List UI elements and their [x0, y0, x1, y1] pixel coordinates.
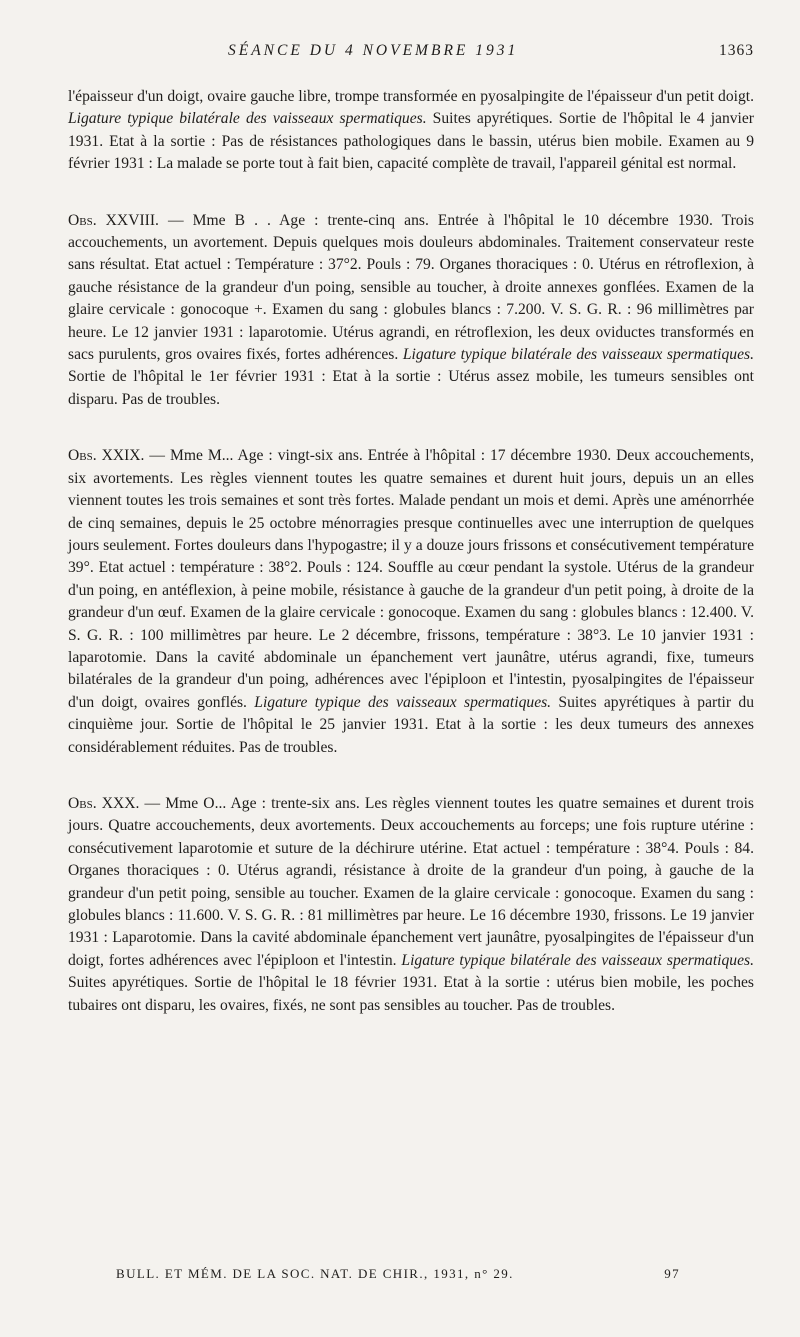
- italic-text-run: Ligature typique bilatérale des vaisseaux spermatiques.: [401, 951, 754, 969]
- text-run: Suites apyrétiques. Sortie de l'hôpital le 4 janvier 1931. Etat à la sortie : Pas de résistances pathologiques dans le bassin, utérus bien mobile. Examen au 9 février 1931 : La malade se porte tout à fait bien, capacité complète de travail, l'appareil génital est normal.: [68, 110, 754, 173]
- sheet-number: 97: [664, 1266, 680, 1281]
- running-title: SÉANCE DU 4 NOVEMBRE 1931: [228, 42, 519, 59]
- observation-label: Obs. XXX.: [68, 794, 140, 812]
- observation-30: [68, 793, 754, 1017]
- text-run: l'épaisseur d'un doigt, ovaire gauche libre, trompe transformée en pyosalpingite de l'épaisseur d'un petit doigt.: [68, 88, 754, 105]
- text-run: — Mme B . . Age : trente-cinq ans. Entrée à l'hôpital le 10 décembre 1930. Trois accouchements, un avortement. Depuis quelques mois douleurs abdominales. Traitement conservateur reste sans résultat. Etat actuel : Température : 37°2. Pouls : 79. Organes thoraciques : 0. Utérus en rétroflexion, à gauche résistance de la grandeur d'un poing, sensible au toucher, à droite annexes gonflées. Examen de la glaire cervicale : gonocoque +. Examen du sang : globules blancs : 7.200. V. S. G. R. : 96 millimètres par heure. Le 12 janvier 1931 : laparotomie. Utérus agrandi, en rétroflexion, les deux oviductes transformés en sacs purulents, gros ovaires fixés, fortes adhérences.: [68, 211, 754, 364]
- continued-paragraph: [68, 86, 754, 176]
- italic-text-run: Ligature typique bilatérale des vaisseaux spermatiques.: [402, 346, 754, 364]
- italic-text-run: Ligature typique bilatérale des vaisseaux spermatiques.: [68, 110, 427, 128]
- italic-text-run: Ligature typique des vaisseaux spermatiques.: [254, 693, 552, 711]
- observation-label: Obs. XXVIII.: [68, 211, 159, 229]
- text-run: Sortie de l'hôpital le 1er février 1931 : Etat à la sortie : Utérus assez mobile, les tumeurs sensibles ont disparu. Pas de troubles.: [68, 368, 754, 408]
- journal-citation: BULL. ET MÉM. DE LA SOC. NAT. DE CHIR., 1931, n° 29.: [116, 1266, 514, 1281]
- text-run: — Mme O... Age : trente-six ans. Les règles viennent toutes les quatre semaines et durent trois jours. Quatre accouchements, deux avortements. Deux accouchements au forceps; une fois rupture utérine : consécutivement laparotomie et suture de la déchirure utérine. Etat actuel : température : 38°4. Pouls : 84. Organes thoraciques : 0. Utérus agrandi, résistance à droite de la grandeur d'un poing, à gauche de la grandeur d'un petit poing, sensible au toucher. Examen de la glaire cervicale : gonocoque. Examen du sang : globules blancs : 11.600. V. S. G. R. : 81 millimètres par heure. Le 16 décembre 1930, frissons. Le 19 janvier 1931 : Laparotomie. Dans la cavité abdominale épanchement vert jaunâtre, pyosalpingites de l'épaisseur d'un doigt, fortes adhérences avec l'épiploon et l'intestin.: [68, 794, 754, 969]
- page-number: 1363: [719, 42, 754, 59]
- observation-28: [68, 210, 754, 412]
- text-run: — Mme M... Age : vingt-six ans. Entrée à l'hôpital : 17 décembre 1930. Deux accouchements, six avortements. Les règles viennent toutes les quatre semaines et durent huit jours, depuis un an elles viennent toutes les trois semaines et sont très fortes. Malade pendant un mois et demi. Après une aménorrhée de cinq semaines, depuis le 25 octobre ménorragies presque continuelles avec une interruption de quelques jours seulement. Fortes douleurs dans l'hypogastre; il y a douze jours frissons et consécutivement température 39°. Etat actuel : température : 38°2. Pouls : 124. Souffle au cœur pendant la systole. Utérus de la grandeur d'un poing, en antéflexion, à peine mobile, résistance à gauche de la grandeur d'un petit poing, à droite de la grandeur d'un œuf. Examen de la glaire cervicale : gonocoque. Examen du sang : globules blancs : 12.400. V. S. G. R. : 100 millimètres par heure. Le 2 décembre, frissons, température : 38°3. Le 10 janvier 1931 : laparotomie. Dans la cavité abdominale un épanchement vert jaunâtre, utérus agrandi, fixe, tumeurs bilatérales de la grandeur d'un poing, adhérences avec l'épiploon et l'intestin, pyosalpingites de l'épaisseur d'un doigt, ovaires gonflés.: [68, 447, 755, 711]
- observation-label: Obs. XXIX.: [68, 447, 145, 465]
- text-run: Suites apyrétiques. Sortie de l'hôpital le 18 février 1931. Etat à la sortie : utérus bien mobile, les poches tubaires ont disparu, les ovaires, fixés, ne sont pas sensibles au toucher. Pas de troubles.: [68, 974, 754, 1014]
- text-run: Suites apyrétiques à partir du cinquième jour. Sortie de l'hôpital le 25 janvier 1931. Etat à la sortie : les deux tumeurs des annexes considérablement réduites. Pas de troubles.: [68, 693, 754, 756]
- observation-29: [68, 445, 754, 759]
- article-body: [68, 86, 754, 1017]
- running-header: [68, 42, 754, 68]
- page-footer: [116, 1266, 680, 1282]
